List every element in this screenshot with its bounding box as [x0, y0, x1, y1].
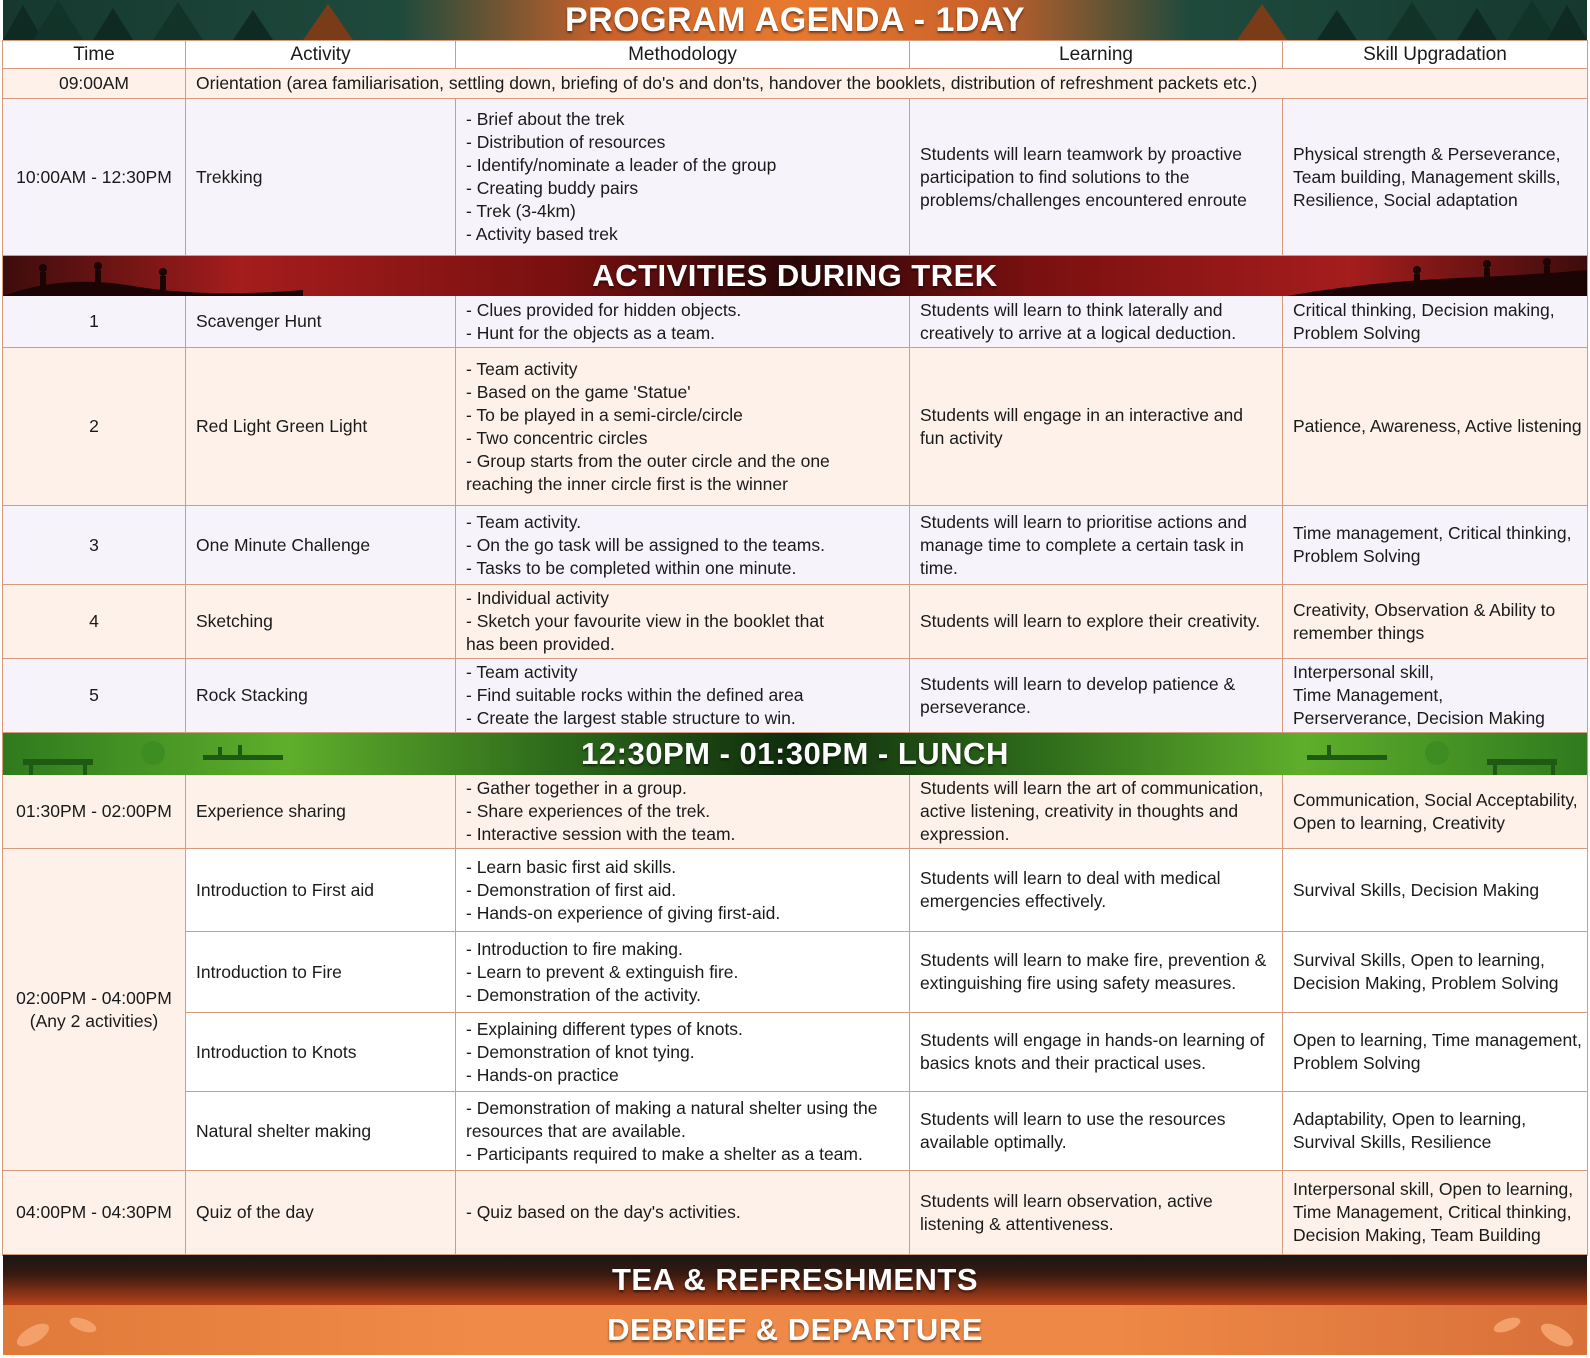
text-line: Problem Solving [1293, 1053, 1421, 1073]
text-line: - Explaining different types of knots. [466, 1018, 743, 1039]
text-line: Time Management, [1293, 685, 1444, 705]
text-line: manage time to complete a certain task in [920, 534, 1244, 555]
title-banner [3, 0, 1587, 40]
tea-banner-label: TEA & REFRESHMENTS [611, 1262, 979, 1297]
text-line: expression. [920, 824, 1010, 844]
picnic-scene-right [1267, 733, 1587, 775]
debrief-banner-label: DEBRIEF & DEPARTURE [607, 1312, 983, 1347]
text-line: - Quiz based on the day's activities. [466, 1202, 741, 1222]
text-line: Critical thinking, Decision making, [1293, 299, 1555, 320]
hikers-silhouette-right [1287, 256, 1587, 296]
methodology-cell [456, 585, 910, 658]
time-cell: 09:00AM [3, 69, 186, 98]
text-line: Students will learn to make fire, prevention & [920, 950, 1267, 970]
learning-cell [910, 1092, 1283, 1170]
learning-cell [910, 99, 1283, 255]
trekking-row [3, 99, 1587, 256]
text-line: resources that are available. [466, 1120, 686, 1141]
trek-activity-row [3, 585, 1587, 659]
text-line: Students will learn to use the resources [920, 1109, 1226, 1129]
leaf-decoration-right [1387, 1305, 1587, 1355]
tea-banner [3, 1255, 1587, 1305]
text-line: Students will engage in hands-on learning of [920, 1030, 1265, 1050]
text-line: Problem Solving [1293, 546, 1421, 566]
text-line: - Trek (3-4km) [466, 201, 576, 221]
skill-cell [1283, 296, 1587, 347]
number-cell: 5 [3, 659, 186, 732]
trek-activity-row [3, 296, 1587, 348]
text-line: - Clues provided for hidden objects. [466, 299, 742, 320]
methodology-cell [456, 348, 910, 505]
text-line: Survival Skills, Resilience [1293, 1132, 1492, 1152]
text-line: Team building, Management skills, [1293, 166, 1561, 187]
picnic-scene-left [3, 733, 323, 775]
text-line: - Demonstration of knot tying. [466, 1041, 695, 1062]
debrief-banner [3, 1305, 1587, 1355]
text-line: Survival Skills, Decision Making [1293, 879, 1540, 900]
text-line: - On the go task will be assigned to the teams. [466, 534, 825, 555]
forest-silhouette-left [3, 0, 423, 40]
text-line: Decision Making, Team Building [1293, 1225, 1541, 1245]
text-line: Time management, Critical thinking, [1293, 523, 1572, 543]
text-line: - Introduction to fire making. [466, 938, 683, 959]
table-header [3, 40, 1587, 69]
text-line: - Demonstration of first aid. [466, 879, 677, 900]
skill-cell [1283, 775, 1587, 848]
methodology-cell [456, 506, 910, 584]
learning-cell [910, 1013, 1283, 1091]
skill-cell [1283, 348, 1587, 505]
number-cell: 3 [3, 506, 186, 584]
afternoon-note: (Any 2 activities) [29, 1010, 159, 1031]
text-line: Students will engage in an interactive and [920, 404, 1243, 425]
learning-cell [910, 585, 1283, 658]
learning-cell [910, 659, 1283, 732]
methodology-cell [456, 1013, 910, 1091]
text-line: Students will learn teamwork by proactive [920, 143, 1242, 164]
time-cell: 01:30PM - 02:00PM [3, 775, 186, 848]
lunch-banner-label: 12:30PM - 01:30PM - LUNCH [581, 736, 1009, 771]
afternoon-time-cell [3, 849, 186, 1171]
text-line: Patience, Awareness, Active listening [1293, 416, 1582, 436]
methodology-cell [456, 849, 910, 931]
text-line: participation to find solutions to the [920, 166, 1190, 187]
header-learning: Learning [910, 40, 1283, 68]
text-line: - Interactive session with the team. [466, 824, 736, 844]
methodology-cell [456, 775, 910, 848]
leaf-decoration-left [3, 1305, 203, 1355]
text-line: fun activity [920, 427, 1003, 448]
text-line: basics knots and their practical uses. [920, 1053, 1206, 1073]
header-activity: Activity [186, 40, 456, 68]
activity-cell: Natural shelter making [186, 1092, 456, 1170]
text-line: - Team activity. [466, 511, 582, 532]
learning-cell [910, 849, 1283, 931]
experience-row [3, 775, 1587, 849]
text-line: creatively to arrive at a logical deduction. [920, 322, 1237, 343]
text-line: Resilience, Social adaptation [1293, 189, 1518, 210]
afternoon-activity-row [3, 849, 1587, 932]
activity-cell: Sketching [186, 585, 456, 658]
trek-activity-row [3, 506, 1587, 585]
text-line: - Team activity [466, 662, 578, 682]
text-line: available optimally. [920, 1132, 1067, 1152]
learning-cell [910, 932, 1283, 1012]
afternoon-time: 02:00PM - 04:00PM [16, 987, 172, 1008]
skill-cell [1283, 932, 1587, 1012]
trek-activity-row [3, 659, 1587, 733]
text-line: remember things [1293, 622, 1425, 643]
number-cell: 1 [3, 296, 186, 347]
number-cell: 2 [3, 348, 186, 505]
header-time: Time [3, 40, 186, 68]
skill-cell [1283, 659, 1587, 732]
text-line: Physical strength & Perseverance, [1293, 143, 1561, 164]
methodology-cell [456, 659, 910, 732]
text-line: Open to learning, Creativity [1293, 812, 1506, 833]
text-line: Perserverance, Decision Making [1293, 708, 1545, 728]
skill-cell [1283, 1171, 1587, 1254]
learning-cell [910, 506, 1283, 584]
trek-activity-row [3, 348, 1587, 506]
text-line: Interpersonal skill, [1293, 662, 1435, 682]
text-line: - Distribution of resources [466, 132, 666, 152]
text-line: Creativity, Observation & Ability to [1293, 599, 1556, 620]
text-line: Decision Making, Problem Solving [1293, 973, 1559, 993]
text-line: Adaptability, Open to learning, [1293, 1109, 1527, 1129]
time-cell: 04:00PM - 04:30PM [3, 1171, 186, 1254]
text-line: - Demonstration of making a natural shelter using the [466, 1097, 878, 1118]
text-line: Students will learn to prioritise actions and [920, 511, 1247, 532]
text-line: - Sketch your favourite view in the booklet that [466, 611, 824, 631]
skill-cell [1283, 849, 1587, 931]
methodology-cell [456, 1171, 910, 1254]
text-line: Survival Skills, Open to learning, [1293, 950, 1545, 970]
text-line: - Based on the game 'Statue' [466, 381, 691, 402]
text-line: Communication, Social Acceptability, [1293, 789, 1578, 810]
text-line: reaching the inner circle first is the winner [466, 473, 788, 494]
text-line: - Participants required to make a shelter as a team. [466, 1143, 863, 1164]
learning-cell [910, 296, 1283, 347]
text-line: - Hands-on experience of giving first-aid. [466, 902, 781, 923]
afternoon-activity-row [3, 1013, 1587, 1092]
text-line: active listening, creativity in thoughts and [920, 801, 1239, 821]
text-line: - Create the largest stable structure to win. [466, 708, 796, 728]
number-cell: 4 [3, 585, 186, 658]
methodology-cell [456, 1092, 910, 1170]
quiz-row [3, 1171, 1587, 1255]
afternoon-activity-row [3, 1092, 1587, 1171]
header-skill: Skill Upgradation [1363, 43, 1507, 65]
text-line: - Share experiences of the trek. [466, 801, 711, 821]
text-line: - Brief about the trek [466, 109, 625, 129]
text-line: - Demonstration of the activity. [466, 984, 702, 1005]
skill-cell [1283, 585, 1587, 658]
text-line: - To be played in a semi-circle/circle [466, 404, 743, 425]
orientation-text: Orientation (area familiarisation, settling down, briefing of do's and don'ts, handover the booklets, distribution of refreshment packets etc.) [196, 73, 1258, 93]
text-line: - Team activity [466, 358, 578, 379]
afternoon-activity-row [3, 932, 1587, 1013]
text-line: - Learn basic first aid skills. [466, 856, 677, 877]
text-line: - Group starts from the outer circle and the one [466, 450, 830, 471]
text-line: Students will learn to develop patience & [920, 673, 1236, 694]
activity-cell: Red Light Green Light [186, 348, 456, 505]
lunch-banner [3, 733, 1587, 775]
text-line: Time Management, Critical thinking, [1293, 1202, 1572, 1222]
activity-cell: Introduction to First aid [186, 849, 456, 931]
text-line: - Two concentric circles [466, 427, 648, 448]
activity-cell: Quiz of the day [186, 1171, 456, 1254]
orientation-row [3, 69, 1587, 99]
skill-cell [1283, 506, 1587, 584]
learning-cell [910, 1171, 1283, 1254]
activity-cell: Introduction to Fire [186, 932, 456, 1012]
hikers-silhouette-left [3, 256, 303, 296]
text-line: - Gather together in a group. [466, 778, 687, 798]
text-line: - Tasks to be completed within one minute. [466, 557, 797, 578]
skill-cell [1283, 1092, 1587, 1170]
activity-cell: Rock Stacking [186, 659, 456, 732]
learning-cell [910, 775, 1283, 848]
text-line: Problem Solving [1293, 322, 1421, 343]
text-line: has been provided. [466, 634, 615, 654]
methodology-cell [456, 99, 910, 255]
activity-cell: One Minute Challenge [186, 506, 456, 584]
text-line: Students will learn to explore their creativity. [920, 611, 1261, 631]
text-line: Students will learn the art of communication, [920, 778, 1264, 798]
text-line: - Learn to prevent & extinguish fire. [466, 961, 739, 982]
activity-cell: Introduction to Knots [186, 1013, 456, 1091]
text-line: Students will learn observation, active [920, 1190, 1213, 1211]
text-line: - Identify/nominate a leader of the group [466, 155, 777, 175]
trek-banner-label: ACTIVITIES DURING TREK [592, 258, 998, 293]
text-line: extinguishing fire using safety measures. [920, 973, 1237, 993]
trek-activities-banner [3, 256, 1587, 296]
skill-cell [1283, 1013, 1587, 1091]
text-line: Students will learn to deal with medical [920, 868, 1221, 888]
text-line: time. [920, 557, 958, 578]
activity-cell: Trekking [186, 99, 456, 255]
text-line: - Hands-on practice [466, 1064, 619, 1085]
text-line: Open to learning, Time management, [1293, 1030, 1582, 1050]
text-line: Students will learn to think laterally and [920, 299, 1223, 320]
text-line: listening & attentiveness. [920, 1213, 1114, 1234]
skill-cell [1283, 99, 1587, 255]
text-line: perseverance. [920, 696, 1031, 717]
text-line: Interpersonal skill, Open to learning, [1293, 1179, 1574, 1199]
page-title: PROGRAM AGENDA - 1DAY [564, 0, 1026, 39]
methodology-cell [456, 932, 910, 1012]
forest-silhouette-right [1167, 0, 1587, 40]
text-line: - Individual activity [466, 588, 609, 608]
text-line: problems/challenges encountered enroute [920, 189, 1247, 210]
text-line: - Creating buddy pairs [466, 178, 639, 198]
learning-cell [910, 348, 1283, 505]
time-cell: 10:00AM - 12:30PM [3, 99, 186, 255]
header-methodology: Methodology [456, 40, 910, 68]
text-line: - Activity based trek [466, 224, 618, 244]
text-line: - Hunt for the objects as a team. [466, 322, 716, 343]
text-line: - Find suitable rocks within the defined area [466, 685, 804, 705]
methodology-cell [456, 296, 910, 347]
text-line: emergencies effectively. [920, 891, 1107, 911]
activity-cell: Experience sharing [186, 775, 456, 848]
activity-cell: Scavenger Hunt [186, 296, 456, 347]
